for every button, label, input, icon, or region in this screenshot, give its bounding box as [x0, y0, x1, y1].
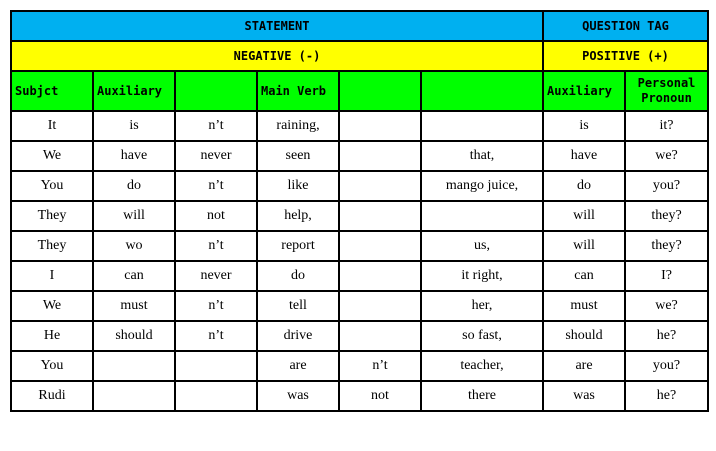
column-header-tag-auxiliary: Auxiliary: [543, 71, 625, 111]
cell-subject: We: [11, 141, 93, 171]
cell-tag-pronoun: he?: [625, 381, 708, 411]
cell-complement: teacher,: [421, 351, 543, 381]
column-header-auxiliary: Auxiliary: [93, 71, 175, 111]
cell-tag-pronoun: they?: [625, 231, 708, 261]
cell-negator: [175, 351, 257, 381]
cell-negator-2: [339, 201, 421, 231]
table-row: [11, 351, 708, 381]
question-tag-header: QUESTION TAG: [543, 11, 708, 41]
table-row: [11, 201, 708, 231]
cell-auxiliary: [93, 381, 175, 411]
column-header-main-verb: Main Verb: [257, 71, 339, 111]
cell-negator: n’t: [175, 321, 257, 351]
cell-negator-2: [339, 321, 421, 351]
cell-complement: [421, 111, 543, 141]
cell-auxiliary: is: [93, 111, 175, 141]
cell-main-verb: was: [257, 381, 339, 411]
cell-tag-pronoun: he?: [625, 321, 708, 351]
cell-tag-pronoun: we?: [625, 141, 708, 171]
cell-auxiliary: will: [93, 201, 175, 231]
cell-main-verb: drive: [257, 321, 339, 351]
column-header-subject: Subjct: [11, 71, 93, 111]
table-row: [11, 291, 708, 321]
cell-negator-2: [339, 141, 421, 171]
column-header-blank-5: [339, 71, 421, 111]
cell-auxiliary: [93, 351, 175, 381]
cell-negator: n’t: [175, 291, 257, 321]
cell-auxiliary: must: [93, 291, 175, 321]
cell-subject: You: [11, 171, 93, 201]
cell-negator: not: [175, 201, 257, 231]
cell-tag-auxiliary: will: [543, 231, 625, 261]
cell-negator: never: [175, 141, 257, 171]
cell-main-verb: like: [257, 171, 339, 201]
cell-complement: [421, 201, 543, 231]
cell-auxiliary: do: [93, 171, 175, 201]
cell-auxiliary: can: [93, 261, 175, 291]
cell-tag-auxiliary: do: [543, 171, 625, 201]
cell-complement: mango juice,: [421, 171, 543, 201]
table-body: [11, 111, 708, 411]
cell-tag-auxiliary: have: [543, 141, 625, 171]
cell-negator: never: [175, 261, 257, 291]
column-header-blank-3: [175, 71, 257, 111]
cell-negator-2: [339, 171, 421, 201]
cell-subject: Rudi: [11, 381, 93, 411]
cell-tag-auxiliary: must: [543, 291, 625, 321]
cell-negator-2: [339, 261, 421, 291]
cell-tag-pronoun: you?: [625, 351, 708, 381]
cell-negator-2: [339, 291, 421, 321]
cell-complement: us,: [421, 231, 543, 261]
cell-tag-auxiliary: should: [543, 321, 625, 351]
cell-auxiliary: should: [93, 321, 175, 351]
cell-negator: [175, 381, 257, 411]
cell-main-verb: raining,: [257, 111, 339, 141]
cell-subject: We: [11, 291, 93, 321]
table-row: [11, 141, 708, 171]
table-row: [11, 231, 708, 261]
table-row: [11, 321, 708, 351]
cell-subject: You: [11, 351, 93, 381]
cell-negator-2: [339, 231, 421, 261]
cell-complement: so fast,: [421, 321, 543, 351]
cell-complement: there: [421, 381, 543, 411]
column-header-personal-pronoun: Personal Pronoun: [625, 71, 708, 111]
table-row: [11, 111, 708, 141]
cell-subject: He: [11, 321, 93, 351]
cell-tag-auxiliary: is: [543, 111, 625, 141]
cell-tag-auxiliary: will: [543, 201, 625, 231]
cell-auxiliary: wo: [93, 231, 175, 261]
cell-tag-auxiliary: are: [543, 351, 625, 381]
cell-main-verb: tell: [257, 291, 339, 321]
column-header-blank-6: [421, 71, 543, 111]
cell-main-verb: seen: [257, 141, 339, 171]
cell-tag-auxiliary: can: [543, 261, 625, 291]
statement-header: STATEMENT: [11, 11, 543, 41]
cell-subject: I: [11, 261, 93, 291]
cell-complement: her,: [421, 291, 543, 321]
cell-tag-pronoun: you?: [625, 171, 708, 201]
cell-subject: They: [11, 201, 93, 231]
question-tag-table: [10, 10, 709, 412]
cell-subject: It: [11, 111, 93, 141]
cell-subject: They: [11, 231, 93, 261]
cell-main-verb: report: [257, 231, 339, 261]
cell-negator-2: n’t: [339, 351, 421, 381]
cell-main-verb: help,: [257, 201, 339, 231]
cell-negator: n’t: [175, 171, 257, 201]
cell-tag-pronoun: we?: [625, 291, 708, 321]
negative-header: NEGATIVE (-): [11, 41, 543, 71]
cell-tag-pronoun: I?: [625, 261, 708, 291]
cell-negator: n’t: [175, 231, 257, 261]
cell-auxiliary: have: [93, 141, 175, 171]
cell-tag-auxiliary: was: [543, 381, 625, 411]
cell-negator-2: not: [339, 381, 421, 411]
cell-complement: it right,: [421, 261, 543, 291]
cell-main-verb: are: [257, 351, 339, 381]
cell-negator: n’t: [175, 111, 257, 141]
cell-main-verb: do: [257, 261, 339, 291]
cell-tag-pronoun: it?: [625, 111, 708, 141]
cell-negator-2: [339, 111, 421, 141]
cell-tag-pronoun: they?: [625, 201, 708, 231]
table-row: [11, 171, 708, 201]
cell-complement: that,: [421, 141, 543, 171]
table-row: [11, 381, 708, 411]
positive-header: POSITIVE (+): [543, 41, 708, 71]
table-row: [11, 261, 708, 291]
